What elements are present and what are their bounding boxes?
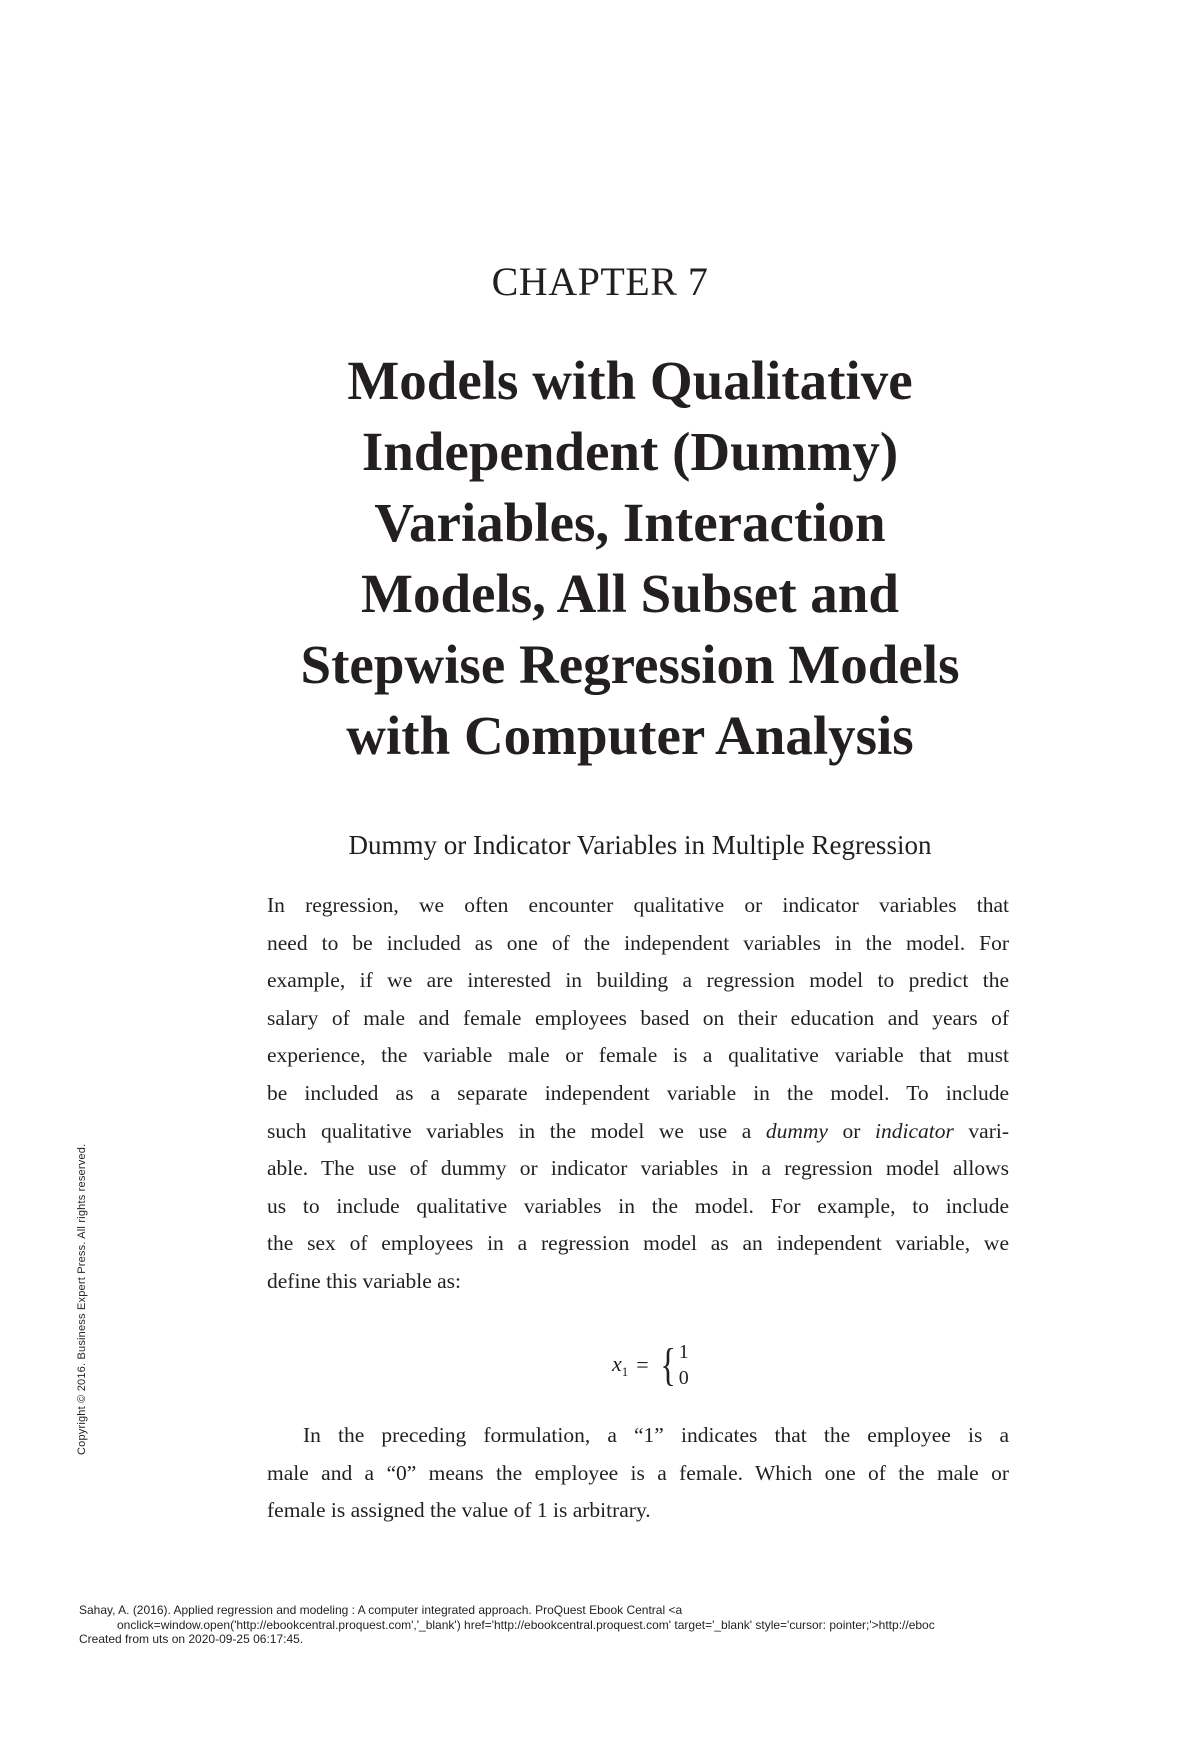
text-line: us to include qualitative variables in the model. For example, to include bbox=[267, 1193, 1009, 1218]
text-line: salary of male and female employees based on their education and years of bbox=[267, 1005, 1009, 1030]
formula-case-bottom: 0 bbox=[678, 1367, 689, 1389]
chapter-title-line: Stepwise Regression Models bbox=[300, 634, 960, 695]
text-line: example, if we are interested in building a regression model to predict the bbox=[267, 968, 1009, 993]
text-line: able. The use of dummy or indicator variables in a regression model allows bbox=[267, 1156, 1009, 1181]
text-segment: such qualitative variables in the model we use a bbox=[267, 1118, 766, 1143]
chapter-title-line: Models with Qualitative bbox=[347, 350, 913, 411]
formula-case-top: 1 bbox=[678, 1341, 689, 1363]
text-line: In the preceding formulation, a “1” indicates that the employee is a bbox=[303, 1423, 1009, 1447]
text-line: In regression, we often encounter qualitative or indicator variables that bbox=[267, 893, 1009, 917]
text-line: female is assigned the value of 1 is arbitrary. bbox=[267, 1498, 651, 1523]
text-line bbox=[267, 1113, 1009, 1151]
text-line: define this variable as: bbox=[267, 1268, 462, 1293]
chapter-title-line: with Computer Analysis bbox=[346, 705, 914, 766]
chapter-title bbox=[200, 345, 1060, 771]
footer-citation-line: Sahay, A. (2016). Applied regression and modeling : A computer integrated approach. ProQuest Ebook Central <a bbox=[79, 1603, 683, 1617]
emphasis-indicator: indicator bbox=[875, 1118, 954, 1143]
formula-subscript: 1 bbox=[621, 1363, 629, 1379]
text-line: need to be included as one of the independent variables in the model. For bbox=[267, 930, 1009, 955]
chapter-label: CHAPTER 7 bbox=[491, 259, 709, 304]
dummy-variable-formula bbox=[612, 1335, 689, 1395]
text-line: be included as a separate independent variable in the model. To include bbox=[267, 1080, 1009, 1105]
text-segment: vari- bbox=[953, 1118, 1009, 1143]
text-line: experience, the variable male or female is a qualitative variable that must bbox=[267, 1043, 1009, 1068]
citation-footer bbox=[79, 1603, 1200, 1647]
copyright-notice: Copyright © 2016. Business Expert Press. All rights reserved. bbox=[76, 1143, 88, 1455]
footer-created-line: Created from uts on 2020-09-25 06:17:45. bbox=[79, 1632, 304, 1646]
formula-variable: $x_1$ bbox=[612, 1350, 629, 1379]
text-line: the sex of employees in a regression model as an independent variable, we bbox=[267, 1231, 1009, 1256]
chapter-title-line: Variables, Interaction bbox=[374, 492, 886, 553]
section-heading: Dummy or Indicator Variables in Multiple Regression bbox=[348, 830, 932, 860]
text-line: male and a “0” means the employee is a female. Which one of the male or bbox=[267, 1460, 1009, 1485]
footer-link-line[interactable]: onclick=window.open('http://ebookcentral.proquest.com','_blank') href='http://ebookcentral.proquest.com' target='_blank' style='cursor: pointer;'>http://eboc bbox=[117, 1617, 935, 1632]
formula-cases bbox=[679, 1339, 689, 1391]
paragraph-dummy-intro bbox=[267, 887, 1009, 1301]
text-segment: or bbox=[827, 1118, 875, 1143]
chapter-title-line: Models, All Subset and bbox=[361, 563, 899, 624]
formula-brace: { bbox=[660, 1339, 676, 1390]
formula-equals: = bbox=[636, 1352, 649, 1377]
paragraph-formulation-explanation bbox=[267, 1417, 1009, 1530]
chapter-title-line: Independent (Dummy) bbox=[361, 421, 899, 482]
emphasis-dummy: dummy bbox=[765, 1118, 828, 1143]
